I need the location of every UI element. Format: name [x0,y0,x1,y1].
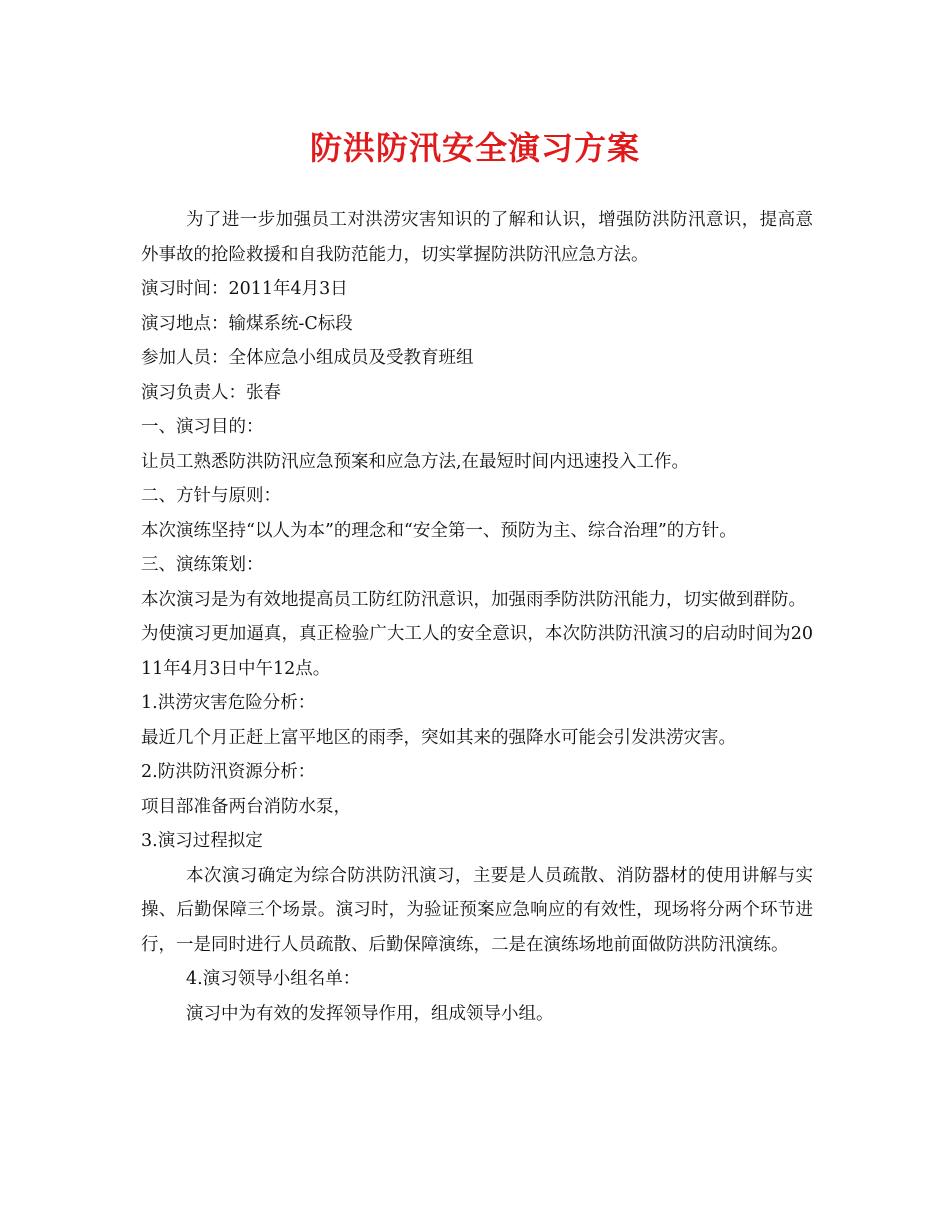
hazard-analysis-paragraph: 最近几个月正赶上富平地区的雨季，突如其来的强降水可能会引发洪涝灾害。 [141,727,736,748]
drill-location: 演习地点：输煤系统-C标段 [141,313,353,334]
drill-leader: 演习负责人：张春 [141,382,281,403]
leadership-group-paragraph: 演习中为有效的发挥领导作用，组成领导小组。 [186,1003,554,1024]
participants: 参加人员：全体应急小组成员及受教育班组 [141,348,474,368]
document-title: 防洪防汛安全演习方案 [309,129,640,167]
subheading-drill-process: 3.演习过程拟定 [141,831,263,851]
drill-time: 演习时间：2011年4月3日 [141,279,348,299]
subheading-leadership-group: 4.演习领导小组名单： [186,969,361,989]
principles-paragraph: 本次演练坚持“以人为本”的理念和“安全第一、预防为主、综合治理”的方针。 [141,520,737,541]
intro-paragraph: 为了进一步加强员工对洪涝灾害知识的了解和认识，增强防洪防汛意识，提高意外事故的抢险救援和自我防范能力，切实掌握防洪防汛应急方法。 [141,210,813,265]
drill-process-paragraph: 本次演习确定为综合防洪防汛演习，主要是人员疏散、消防器材的使用讲解与实操、后勤保障三个场景。演习时，为验证预案应急响应的有效性，现场将分两个环节进行，一是同时进行人员疏散、后勤保障演练，二是在演练场地前面做防洪防汛演练。 [141,865,813,955]
document-body [141,203,813,1031]
subheading-resource-analysis: 2.防洪防汛资源分析： [141,762,316,782]
section-heading-purpose: 一、演习目的： [141,417,264,437]
resource-analysis-paragraph: 项目部准备两台消防水泵， [141,796,351,817]
section-heading-principles: 二、方针与原则： [141,486,281,506]
subheading-hazard-analysis: 1.洪涝灾害危险分析： [141,693,316,713]
planning-paragraph-1: 本次演习是为有效地提高员工防红防汛意识，加强雨季防洪防汛能力，切实做到群防。 [141,589,806,610]
planning-paragraph-2: 为使演习更加逼真，真正检验广大工人的安全意识，本次防洪防汛演习的启动时间为2011年4月3日中午12点。 [141,624,813,679]
purpose-paragraph: 让员工熟悉防洪防汛应急预案和应急方法,在最短时间内迅速投入工作。 [141,451,690,472]
section-heading-planning: 三、演练策划： [141,555,264,575]
